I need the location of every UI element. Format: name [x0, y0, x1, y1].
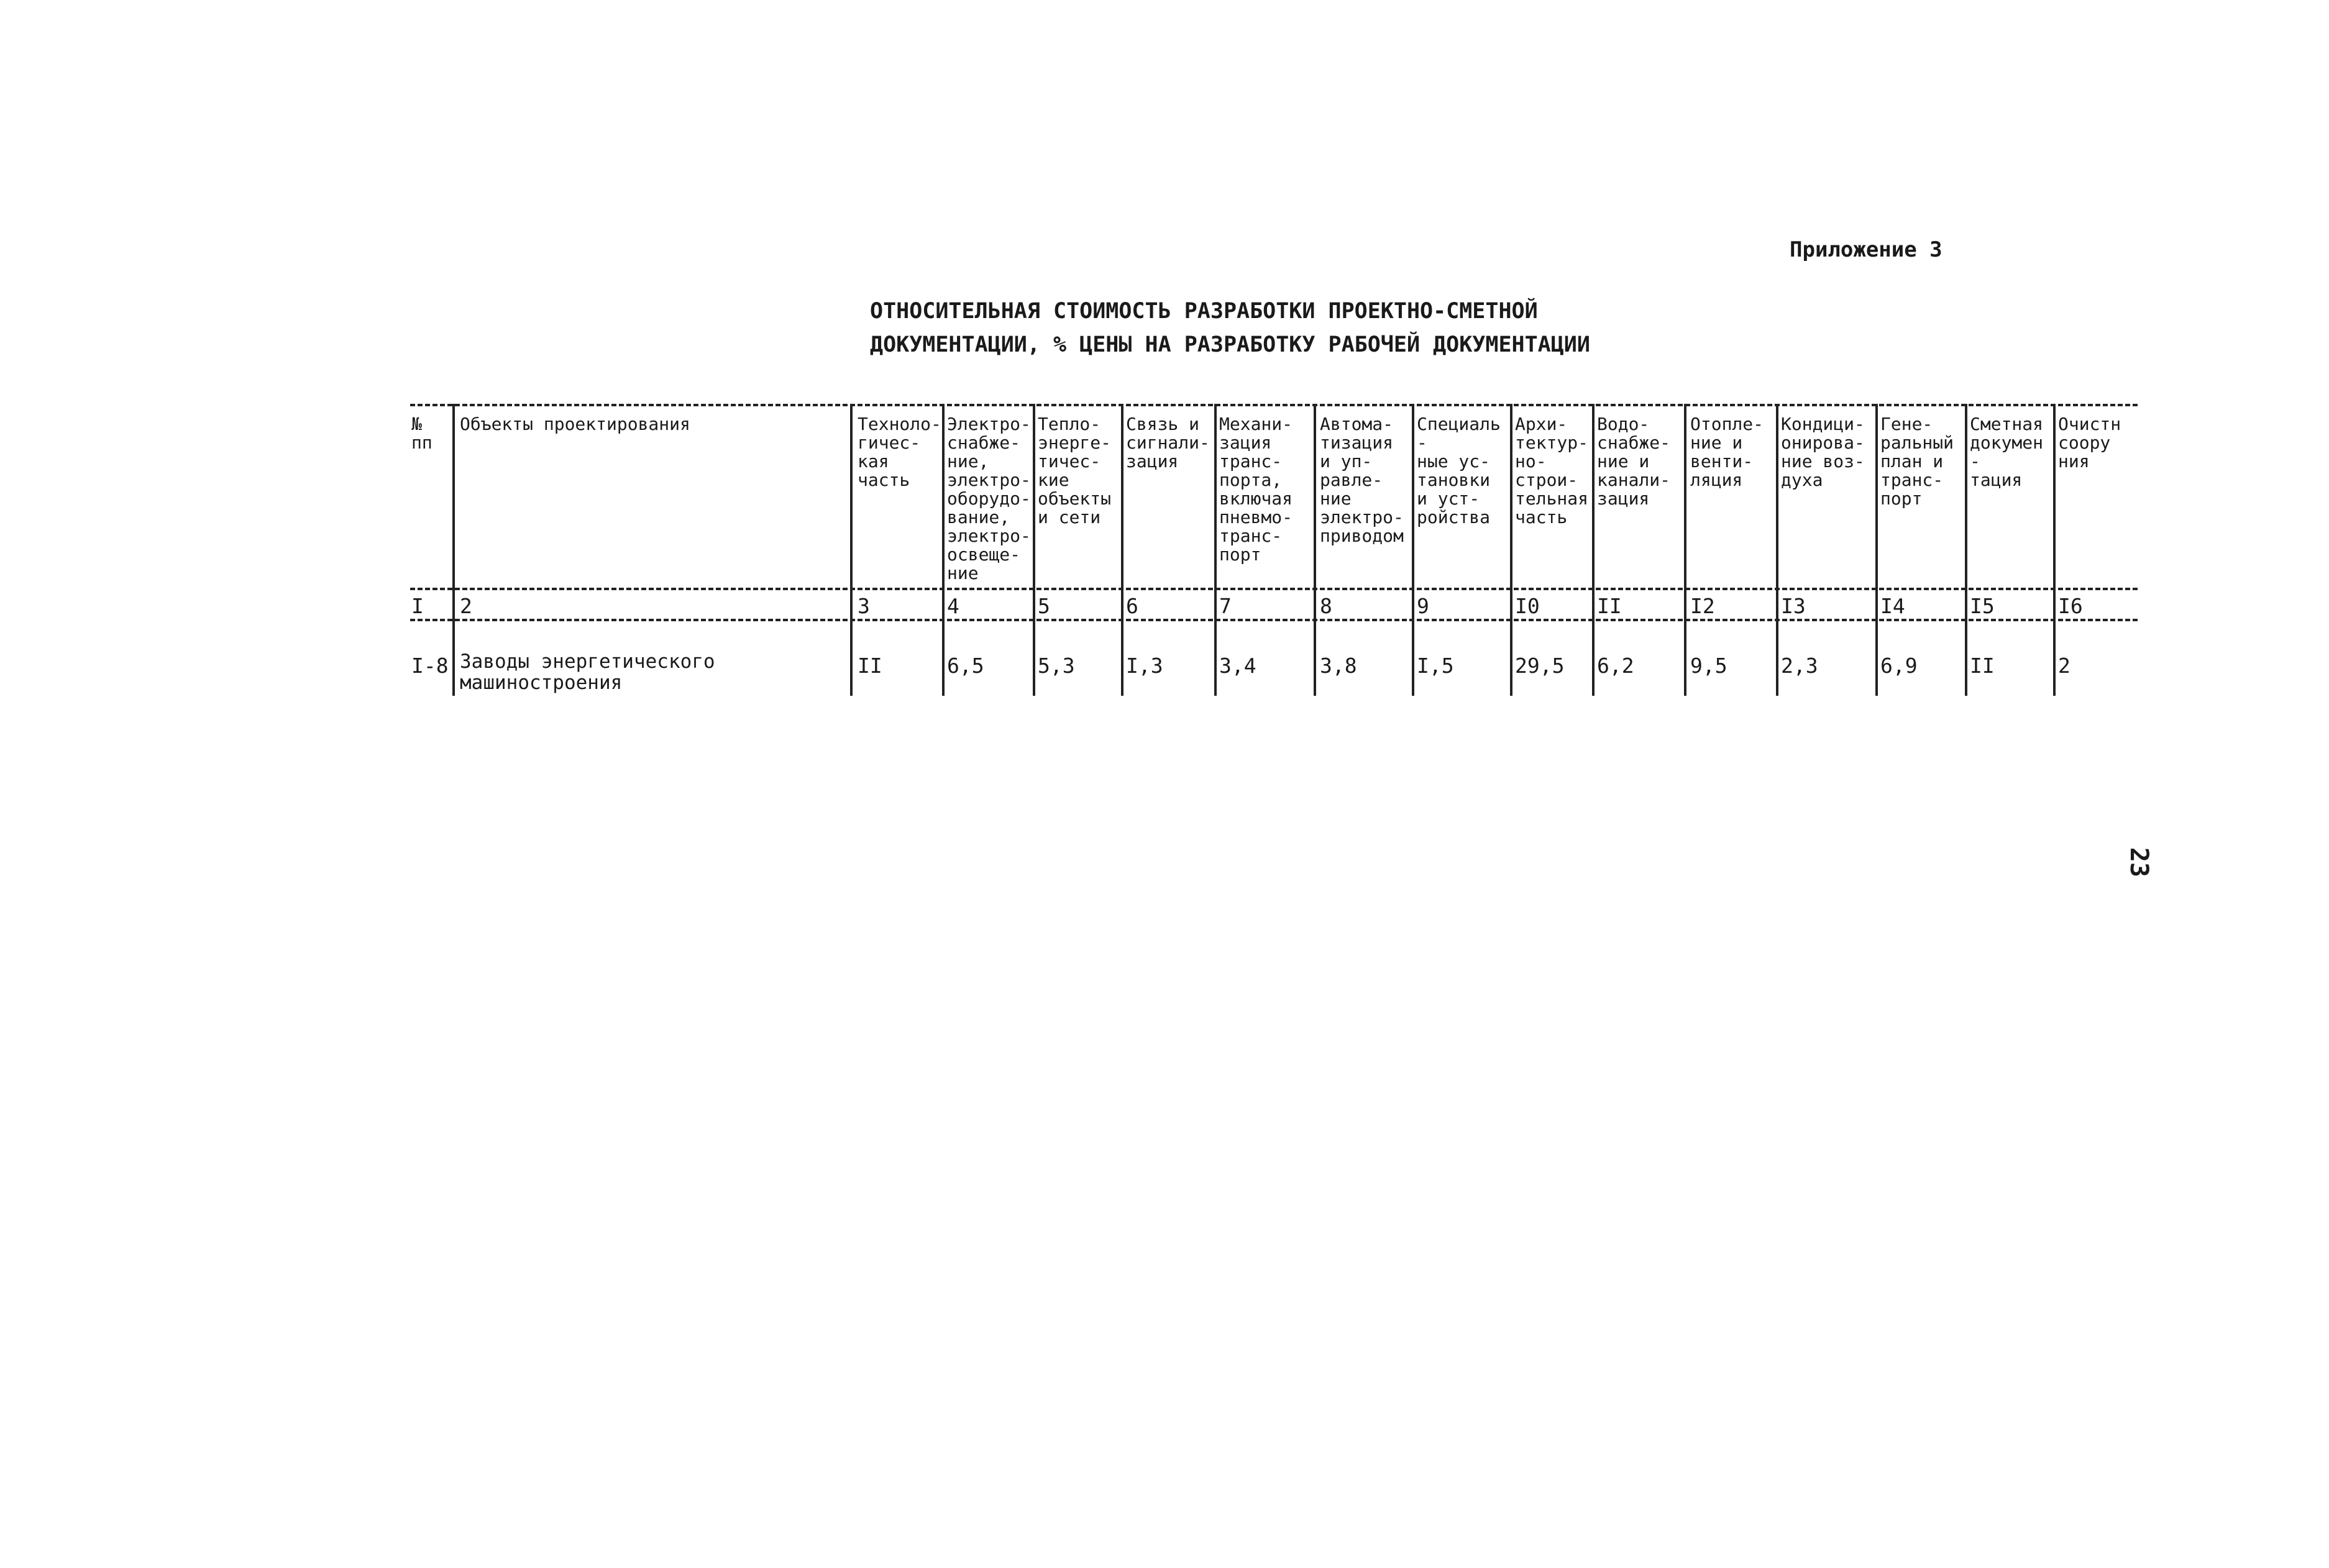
header-heat-power: Тепло- энерге- тичес- кие объекты и сети	[1038, 415, 1112, 527]
cost-table	[410, 404, 2138, 696]
value-technological: II	[858, 654, 882, 678]
column-number: 2	[460, 594, 472, 618]
value-electrical: 6,5	[947, 654, 984, 678]
column-number: I5	[1970, 594, 1995, 618]
column-divider	[1412, 404, 1414, 696]
column-number: 6	[1126, 594, 1138, 618]
value-special: I,5	[1417, 654, 1454, 678]
value-heating: 9,5	[1690, 654, 1727, 678]
table-top-rule	[410, 404, 2138, 406]
column-divider	[850, 404, 853, 696]
header-estimate: Сметная докумен- тация	[1970, 415, 2044, 490]
column-divider	[2053, 404, 2056, 696]
column-divider	[1510, 404, 1512, 696]
header-transport-mech: Механи- зация транс- порта, включая пневмо- транс- порт	[1219, 415, 1293, 564]
header-electrical: Электро- снабже- ние, электро- оборудо- вание, электро- освеще- ние	[947, 415, 1031, 583]
column-divider	[1121, 404, 1123, 696]
column-number: 3	[858, 594, 870, 618]
header-water: Водо- снабже- ние и канали- зация	[1597, 415, 1671, 508]
column-number: 7	[1219, 594, 1232, 618]
appendix-label: Приложение 3	[1790, 237, 1942, 262]
value-communication: I,3	[1126, 654, 1163, 678]
column-divider	[1965, 404, 1967, 696]
column-divider	[1592, 404, 1595, 696]
column-divider	[1684, 404, 1686, 696]
column-number: I2	[1690, 594, 1715, 618]
column-number: 5	[1038, 594, 1050, 618]
value-treatment: 2	[2058, 654, 2070, 678]
column-number: 9	[1417, 594, 1429, 618]
header-air-conditioning: Кондици- онирова- ние воз- духа	[1781, 415, 1865, 490]
column-number: I6	[2058, 594, 2083, 618]
header-bottom-rule	[410, 588, 2138, 590]
column-number: I	[411, 594, 424, 618]
header-architecture: Архи- тектур- но- строи- тельная часть	[1515, 415, 1589, 527]
header-num: № пп	[411, 415, 432, 452]
value-automation: 3,8	[1320, 654, 1357, 678]
page-number: 23	[2125, 847, 2154, 878]
value-estimate: II	[1970, 654, 1995, 678]
column-number: 8	[1320, 594, 1332, 618]
column-number: 4	[947, 594, 959, 618]
header-technological: Техноло- гичес- кая часть	[858, 415, 941, 490]
column-divider	[452, 404, 455, 696]
column-number: I3	[1781, 594, 1806, 618]
numbers-bottom-rule	[410, 619, 2138, 621]
column-divider	[1776, 404, 1778, 696]
document-title	[870, 294, 1590, 362]
object-name: Заводы энергетического машиностроения	[460, 650, 715, 694]
value-heat-power: 5,3	[1038, 654, 1075, 678]
value-architecture: 29,5	[1515, 654, 1565, 678]
column-divider	[1033, 404, 1035, 696]
value-general-plan: 6,9	[1880, 654, 1918, 678]
header-automation: Автома- тизация и уп- равле- ние электро- приводом	[1320, 415, 1404, 545]
column-divider	[942, 404, 945, 696]
column-number: I4	[1880, 594, 1905, 618]
column-divider	[1314, 404, 1316, 696]
header-object: Объекты проектирования	[460, 415, 690, 434]
header-general-plan: Гене- ральный план и транс- порт	[1880, 415, 1954, 508]
title-line-1: ОТНОСИТЕЛЬНАЯ СТОИМОСТЬ РАЗРАБОТКИ ПРОЕКТНО-СМЕТНОЙ	[870, 299, 1538, 324]
column-divider	[1875, 404, 1878, 696]
value-water: 6,2	[1597, 654, 1634, 678]
column-divider	[1214, 404, 1217, 696]
title-line-2: ДОКУМЕНТАЦИИ, % ЦЕНЫ НА РАЗРАБОТКУ РАБОЧЕЙ ДОКУМЕНТАЦИИ	[870, 332, 1590, 357]
header-special: Специаль- ные ус- тановки и уст- ройства	[1417, 415, 1501, 527]
header-communication: Связь и сигнали- зация	[1126, 415, 1210, 471]
column-number: I0	[1515, 594, 1540, 618]
header-heating: Отопле- ние и венти- ляция	[1690, 415, 1764, 490]
value-air-conditioning: 2,3	[1781, 654, 1818, 678]
header-treatment: Очистн соору ния	[2058, 415, 2121, 471]
row-number: I-8	[411, 654, 449, 678]
column-number: II	[1597, 594, 1622, 618]
value-transport-mech: 3,4	[1219, 654, 1256, 678]
